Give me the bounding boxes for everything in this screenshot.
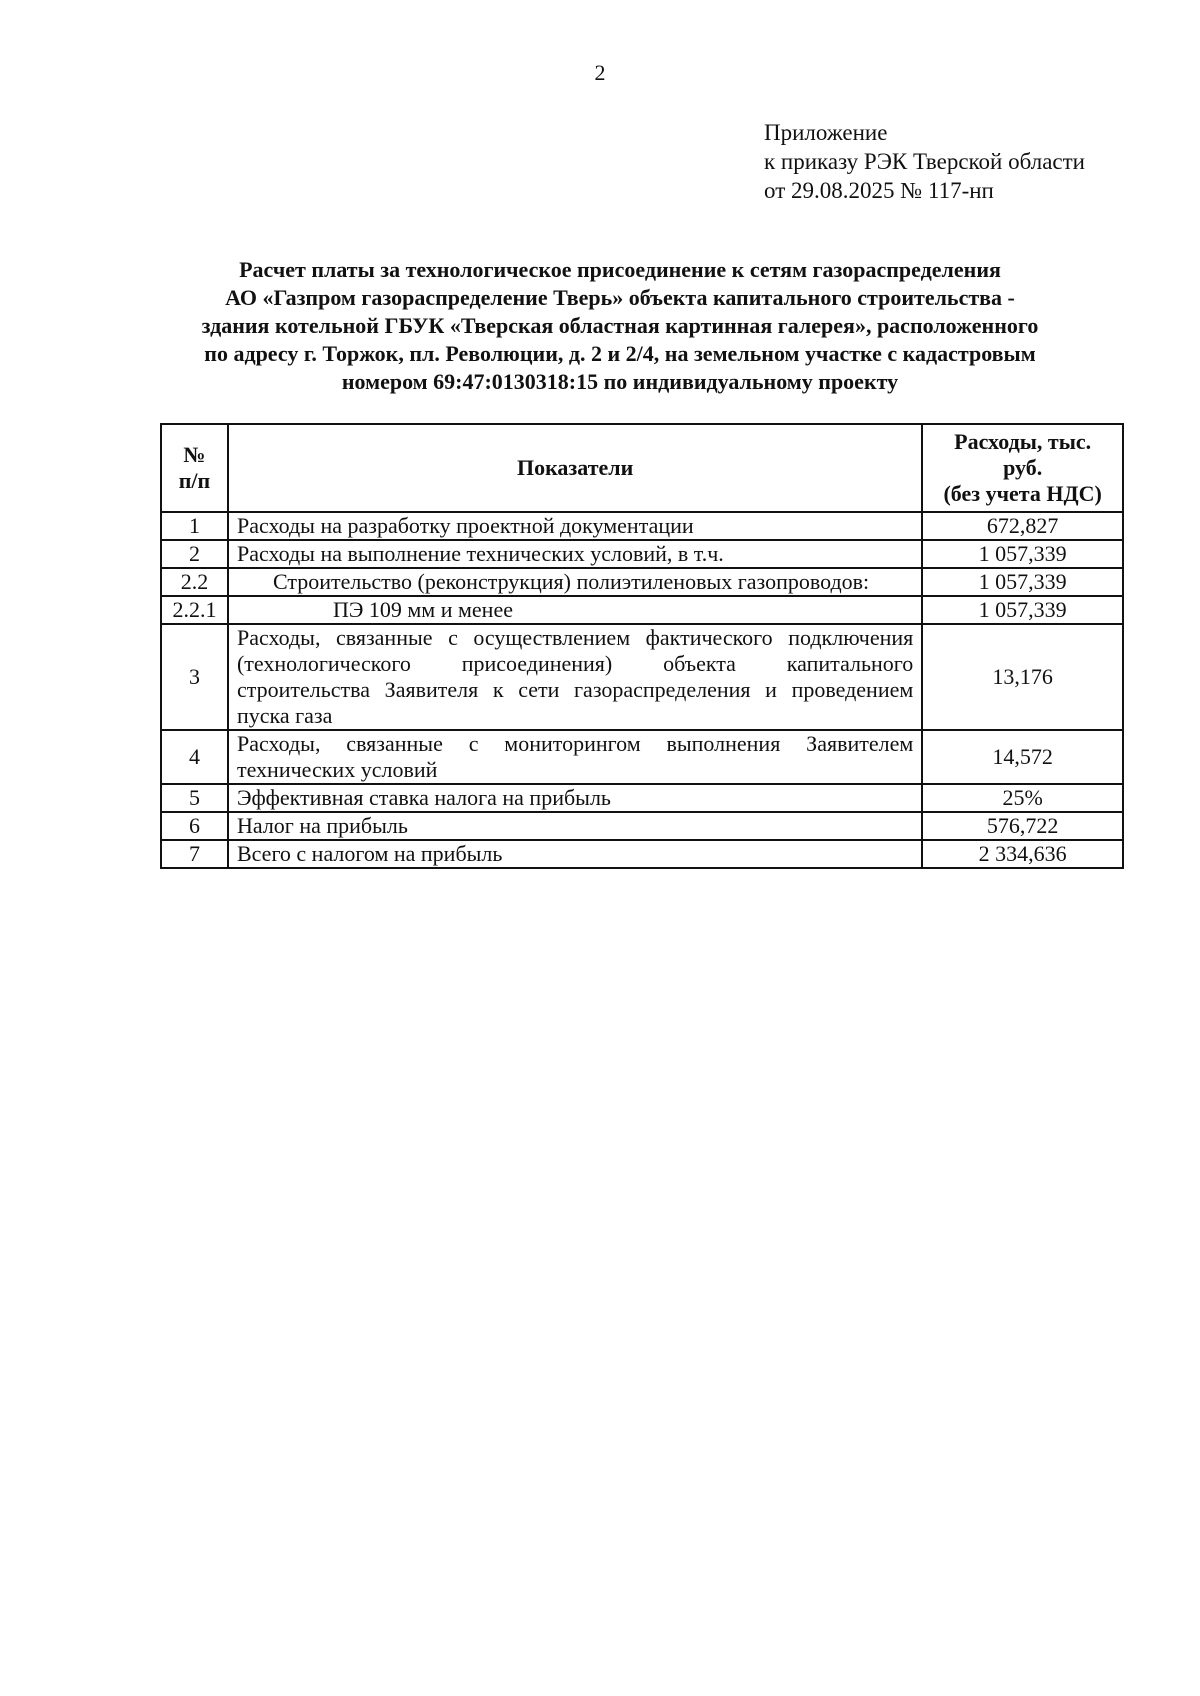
row-value: 672,827	[922, 512, 1123, 540]
appendix-line-3: от 29.08.2025 № 117-нп	[764, 178, 994, 203]
title-line-1: Расчет платы за технологическое присоединение к сетям газораспределения	[239, 257, 1001, 282]
table-row	[161, 624, 1123, 730]
row-number: 7	[161, 840, 228, 868]
row-value: 25%	[922, 784, 1123, 812]
header-indicator: Показатели	[228, 424, 922, 512]
row-number: 5	[161, 784, 228, 812]
row-value: 2 334,636	[922, 840, 1123, 868]
row-indicator: Расходы на разработку проектной документации	[228, 512, 922, 540]
row-indicator: Расходы, связанные с мониторингом выполнения Заявителем технических условий	[228, 730, 922, 784]
table-header-row	[161, 424, 1123, 512]
title-line-5: номером 69:47:0130318:15 по индивидуальному проекту	[341, 369, 899, 394]
row-indicator: Всего с налогом на прибыль	[228, 840, 922, 868]
header-value	[922, 424, 1123, 512]
table-row	[161, 568, 1123, 596]
table-row	[161, 730, 1123, 784]
row-number: 4	[161, 730, 228, 784]
table-row	[161, 784, 1123, 812]
title-line-2: АО «Газпром газораспределение Тверь» объекта капитального строительства -	[225, 285, 1015, 310]
header-value-line-1: Расходы, тыс.	[954, 429, 1092, 454]
row-indicator: Налог на прибыль	[228, 812, 922, 840]
title-line-4: по адресу г. Торжок, пл. Революции, д. 2 и 2/4, на земельном участке с кадастровым	[204, 341, 1036, 366]
table-row	[161, 840, 1123, 868]
header-number-line-2: п/п	[178, 468, 211, 493]
row-indicator: Эффективная ставка налога на прибыль	[228, 784, 922, 812]
row-indicator: Расходы, связанные с осуществлением фактического подключения (технологического присоединения) объекта капитального строительства Заявителя к сети газораспределения и проведением пуска газа	[228, 624, 922, 730]
table-row	[161, 540, 1123, 568]
row-value: 1 057,339	[922, 596, 1123, 624]
row-value: 576,722	[922, 812, 1123, 840]
appendix-line-2: к приказу РЭК Тверской области	[764, 149, 1085, 174]
row-number: 1	[161, 512, 228, 540]
row-indicator: ПЭ 109 мм и менее	[228, 596, 922, 624]
header-number-line-1: №	[183, 442, 206, 467]
header-value-line-3: (без учета НДС)	[943, 481, 1102, 506]
table-row	[161, 512, 1123, 540]
row-number: 3	[161, 624, 228, 730]
appendix-line-1: Приложение	[764, 120, 888, 145]
row-number: 2	[161, 540, 228, 568]
row-number: 2.2	[161, 568, 228, 596]
table-row	[161, 812, 1123, 840]
row-number: 6	[161, 812, 228, 840]
header-number	[161, 424, 228, 512]
row-number: 2.2.1	[161, 596, 228, 624]
document-title	[150, 256, 1090, 396]
header-value-line-2: руб.	[1003, 455, 1043, 480]
page-number: 2	[594, 60, 606, 85]
row-value: 1 057,339	[922, 540, 1123, 568]
row-indicator: Строительство (реконструкция) полиэтиленовых газопроводов:	[228, 568, 922, 596]
row-value: 13,176	[922, 624, 1123, 730]
title-line-3: здания котельной ГБУК «Тверская областная картинная галерея», расположенного	[201, 313, 1039, 338]
appendix-block	[764, 118, 1085, 205]
row-value: 14,572	[922, 730, 1123, 784]
table-row	[161, 596, 1123, 624]
row-indicator: Расходы на выполнение технических условий, в т.ч.	[228, 540, 922, 568]
cost-table	[160, 423, 1124, 869]
row-value: 1 057,339	[922, 568, 1123, 596]
